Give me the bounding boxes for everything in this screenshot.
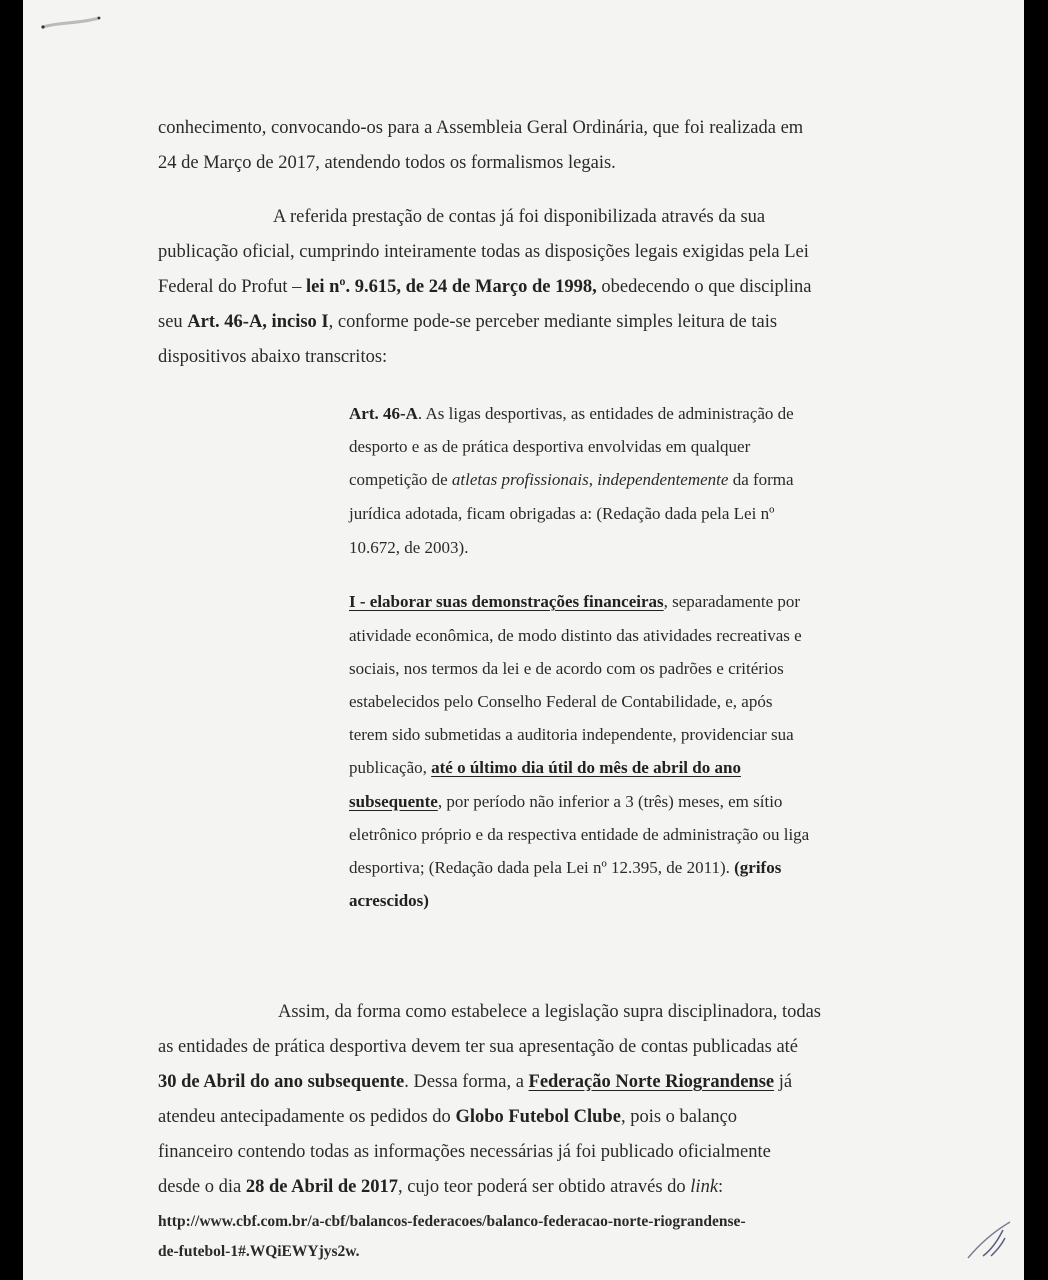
paragraph-2-line-4: seu Art. 46-A, inciso I, conforme pode-se perceber mediante simples leitura de tais: [158, 312, 778, 332]
federation-name: Federação Norte Riograndense: [528, 1072, 775, 1092]
quote-2-line-9: desportiva; (Redação dada pela Lei nº 12.395, de 2011). (grifos: [349, 858, 782, 877]
link-url-line-2[interactable]: de-futebol-1#.WQiEWYjys2w.: [158, 1243, 360, 1260]
paragraph-1-line-2: 24 de Março de 2017, atendendo todos os formalismos legais.: [158, 153, 616, 173]
scan-smudge: [33, 14, 113, 30]
quote-2-line-8: eletrônico próprio e da respectiva entidade de administração ou liga: [349, 825, 810, 844]
paragraph-3-line-1: Assim, da forma como estabelece a legislação supra disciplinadora, todas: [278, 1002, 821, 1022]
paragraph-2-line-3: Federal do Profut – lei nº. 9.615, de 24 de Março de 1998, obedecendo o que disciplina: [158, 277, 812, 297]
quote-2-line-5: terem sido submetidas a auditoria independente, providenciar sua: [349, 725, 794, 744]
paragraph-1-line-1: conhecimento, convocando-os para a Assembleia Geral Ordinária, que foi realizada em: [158, 118, 804, 138]
paragraph-3-line-3: 30 de Abril do ano subsequente. Dessa forma, a Federação Norte Riograndense já: [158, 1072, 793, 1092]
quote-2-line-4: estabelecidos pelo Conselho Federal de Contabilidade, e, após: [349, 692, 773, 711]
article-reference: Art. 46-A, inciso I: [187, 312, 329, 332]
quote-1-line-4: jurídica adotada, ficam obrigadas a: (Redação dada pela Lei nº: [349, 504, 775, 523]
quote-2-line-2: atividade econômica, de modo distinto das atividades recreativas e: [349, 626, 802, 645]
club-name: Globo Futebol Clube: [455, 1107, 621, 1127]
quote-2-line-6: publicação, até o último dia útil do mês de abril do ano: [349, 758, 741, 777]
paragraph-2-line-2: publicação oficial, cumprindo inteiramente todas as disposições legais exigidas pela Lei: [158, 242, 809, 262]
paragraph-2-line-1: A referida prestação de contas já foi disponibilizada através da sua: [273, 207, 766, 227]
paragraph-3-line-6: desde o dia 28 de Abril de 2017, cujo teor poderá ser obtido através do link:: [158, 1177, 724, 1197]
paragraph-3-line-2: as entidades de prática desportiva devem ter sua apresentação de contas publicadas até: [158, 1037, 799, 1057]
quote-1-line-3: competição de atletas profissionais, independentemente da forma: [349, 470, 794, 489]
quote-2-line-7: subsequente, por período não inferior a 3 (três) meses, em sítio: [349, 792, 783, 811]
quote-1-line-5: 10.672, de 2003).: [349, 538, 469, 557]
link-url-line-1[interactable]: http://www.cbf.com.br/a-cbf/balancos-federacoes/balanco-federacao-norte-riograndense-: [158, 1213, 746, 1230]
quote-2-line-1: I - elaborar suas demonstrações financeiras, separadamente por: [349, 592, 801, 611]
document-page: [23, 0, 1024, 1280]
paragraph-3-line-4: atendeu antecipadamente os pedidos do Globo Futebol Clube, pois o balanço: [158, 1107, 738, 1127]
quote-1-line-2: desporto e as de prática desportiva envolvidas em qualquer: [349, 437, 751, 456]
initials-signature: [963, 1218, 1013, 1263]
paragraph-3-line-5: financeiro contendo todas as informações necessárias já foi publicado oficialmente: [158, 1142, 771, 1162]
quote-2-line-3: sociais, nos termos da lei e de acordo com os padrões e critérios: [349, 659, 784, 678]
paragraph-2-line-5: dispositivos abaixo transcritos:: [158, 347, 388, 367]
article-label: Art. 46-A: [349, 404, 418, 423]
quote-2-line-10: acrescidos): [349, 891, 429, 910]
law-reference: lei nº. 9.615, de 24 de Março de 1998,: [305, 277, 597, 297]
quote-1-line-1: Art. 46-A. As ligas desportivas, as entidades de administração de: [349, 404, 794, 423]
